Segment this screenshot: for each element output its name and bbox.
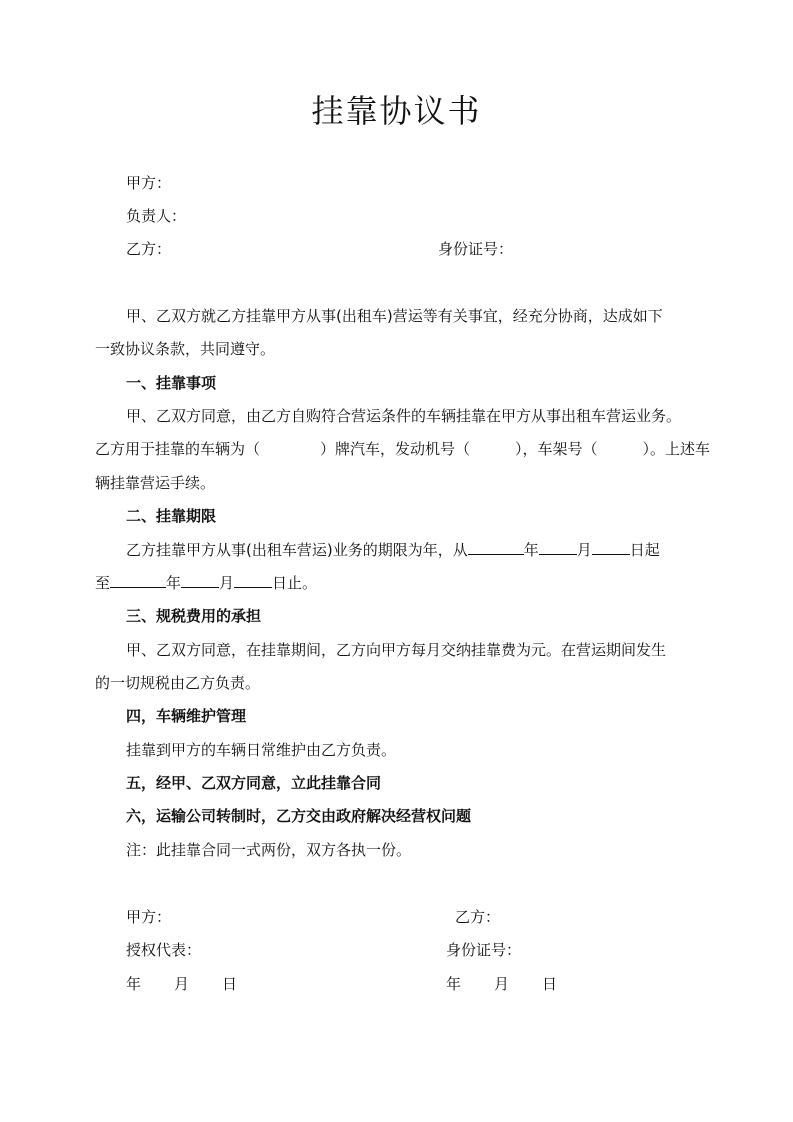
section-2-line-1 — [126, 540, 660, 560]
intro-line-2: 一致协议条款，共同遵守。 — [95, 340, 276, 358]
signature-authorized-rep: 授权代表： — [126, 941, 202, 959]
document-title: 挂靠协议书 — [311, 92, 482, 130]
section-1-heading: 一、挂靠事项 — [126, 374, 217, 392]
date-year-b: 年 — [446, 975, 462, 993]
section-3-line-1: 甲、乙双方同意，在挂靠期间，乙方向甲方每月交纳挂靠费为元。在营运期间发生 — [126, 641, 667, 659]
section-1-line-2: 乙方用于挂靠的车辆为（ ）牌汽车，发动机号（ ），车架号（ ）。上述车 — [95, 440, 711, 458]
intro-line-1: 甲、乙双方就乙方挂靠甲方从事(出租车)营运等有关事宜，经充分协商，达成如下 — [126, 307, 663, 325]
party-a-label: 甲方： — [126, 174, 172, 192]
date-day-b: 日 — [542, 975, 558, 993]
blank-year-to — [110, 573, 166, 588]
section-6-heading: 六，运输公司转制时，乙方交由政府解决经营权问题 — [126, 807, 472, 825]
month-label: 月 — [219, 574, 235, 592]
blank-month-from — [539, 540, 577, 555]
signature-party-a: 甲方： — [126, 908, 172, 926]
signature-party-b: 乙方： — [455, 908, 501, 926]
principal-label: 负责人： — [126, 207, 187, 225]
id-number-label: 身份证号： — [438, 240, 514, 258]
year-label: 年 — [166, 574, 182, 592]
until-text: 至 — [95, 574, 111, 592]
section-1-line-1: 甲、乙双方同意，由乙方自购符合营运条件的车辆挂靠在甲方从事出租车营运业务。 — [126, 407, 682, 425]
signature-id-number: 身份证号： — [446, 941, 522, 959]
date-day-a: 日 — [222, 975, 238, 993]
day-from-label: 日起 — [629, 541, 660, 559]
blank-year-from — [468, 540, 524, 555]
section-2-line-2 — [95, 573, 317, 593]
section-5-heading: 五，经甲、乙双方同意，立此挂靠合同 — [126, 774, 382, 792]
section-4-heading: 四，车辆维护管理 — [126, 707, 247, 725]
note-line: 注：此挂靠合同一式两份，双方各执一份。 — [126, 841, 412, 859]
section-3-line-2: 的一切规税由乙方负责。 — [95, 674, 261, 692]
section-1-line-3: 辆挂靠营运手续。 — [95, 474, 216, 492]
day-to-label: 日止。 — [272, 574, 318, 592]
blank-day-to — [234, 573, 272, 588]
party-b-label: 乙方： — [126, 240, 172, 258]
year-label: 年 — [523, 541, 539, 559]
section-3-heading: 三、规税费用的承担 — [126, 607, 262, 625]
month-label: 月 — [576, 541, 592, 559]
blank-day-from — [592, 540, 630, 555]
date-year-a: 年 — [126, 975, 142, 993]
date-month-b: 月 — [494, 975, 510, 993]
blank-month-to — [181, 573, 219, 588]
term-text: 乙方挂靠甲方从事(出租车营运)业务的期限为年，从 — [126, 541, 468, 559]
section-2-heading: 二、挂靠期限 — [126, 507, 217, 525]
section-4-line-1: 挂靠到甲方的车辆日常维护由乙方负责。 — [126, 741, 397, 759]
date-month-a: 月 — [174, 975, 190, 993]
